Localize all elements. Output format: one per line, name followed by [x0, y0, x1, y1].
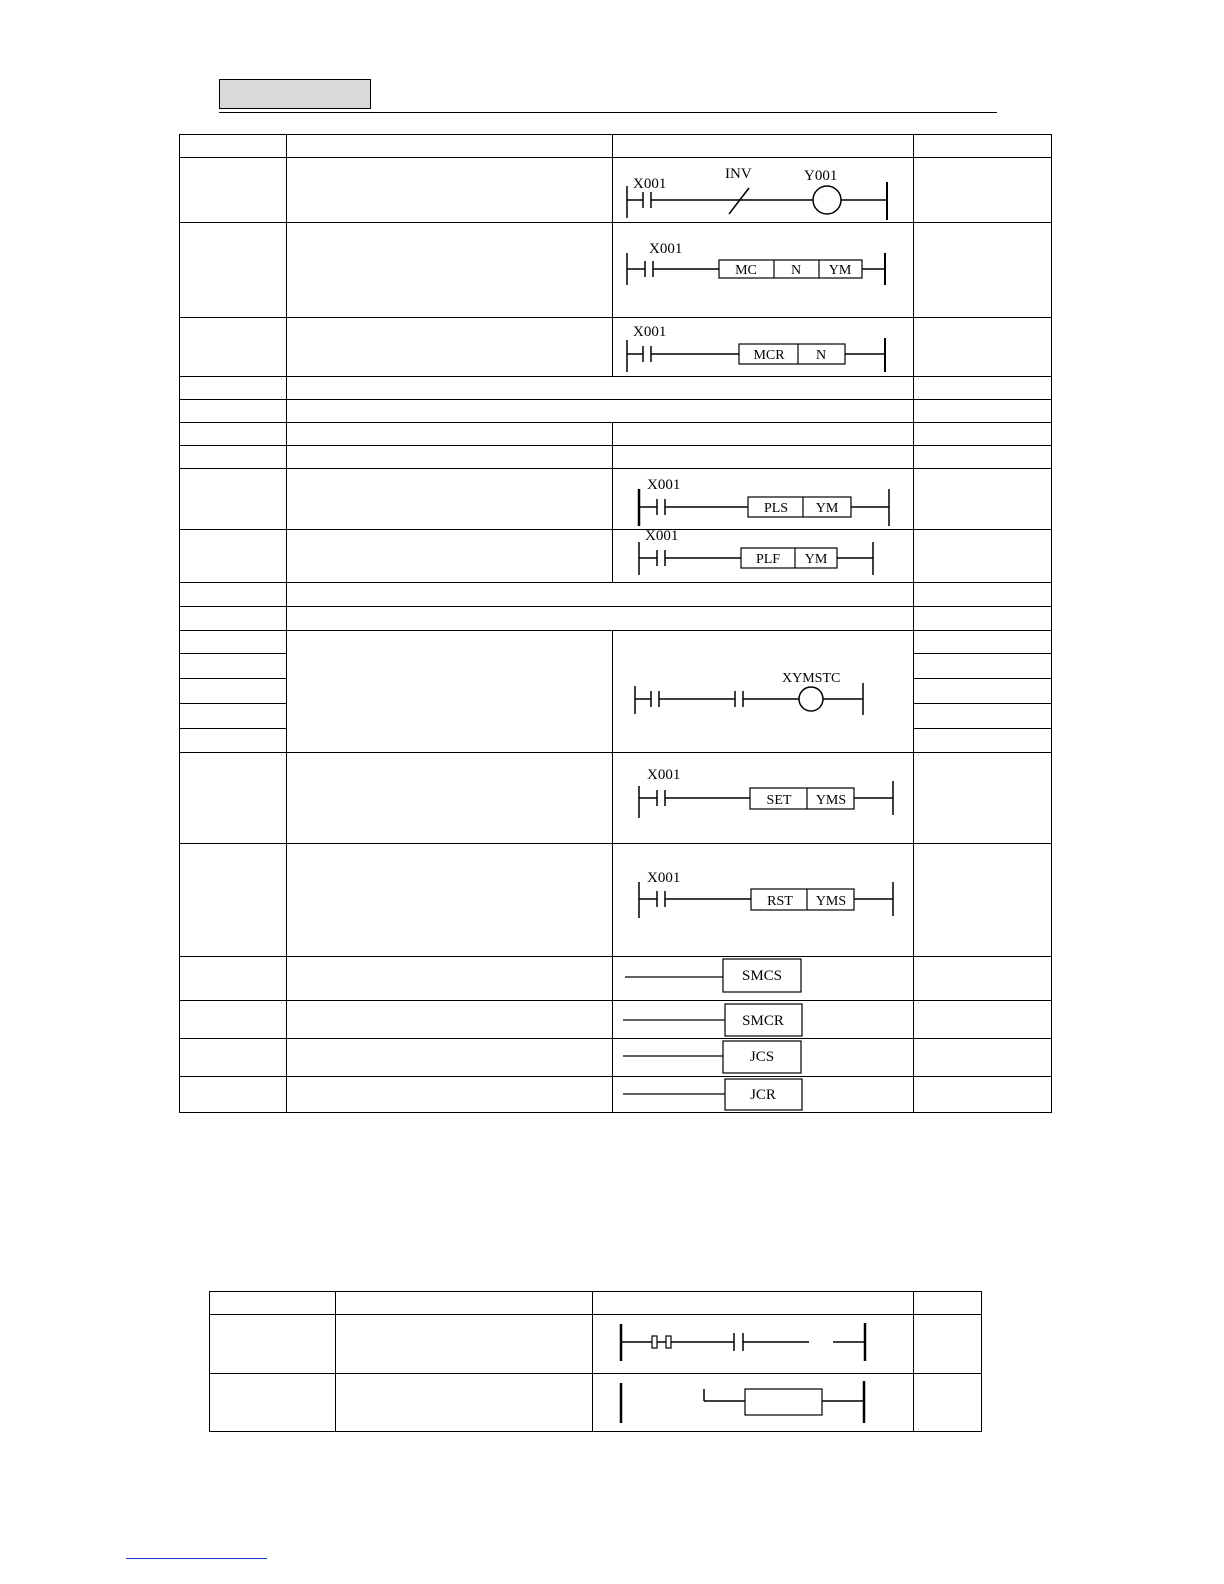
table-row	[180, 607, 1052, 631]
table-row	[180, 530, 1052, 583]
table-header-row	[180, 135, 1052, 158]
op-label: MCR	[753, 348, 785, 363]
contact-label: X001	[647, 870, 681, 886]
table-row	[180, 631, 1052, 654]
table-row	[180, 377, 1052, 400]
table-row	[180, 318, 1052, 377]
op-label: RST	[767, 894, 793, 909]
arg-label: YM	[815, 501, 839, 516]
ladder-plf	[613, 530, 914, 583]
contact-label: X001	[647, 477, 681, 493]
ladder-smcs	[613, 957, 914, 1001]
ladder-mcr	[613, 318, 914, 377]
op-label: SET	[766, 793, 792, 808]
arg-label: YMS	[815, 894, 847, 909]
op-label: JCR	[750, 1087, 776, 1103]
ladder-mc	[613, 223, 914, 318]
coil-label: XYMSTC	[782, 671, 841, 686]
coil-label: Y001	[804, 168, 838, 184]
contact-label: X001	[647, 767, 681, 783]
contact-label: X001	[649, 241, 683, 257]
op-label: MC	[735, 263, 757, 278]
ladder-contact-diagram	[593, 1315, 914, 1374]
table-row	[180, 844, 1052, 957]
ladder-jcs	[613, 1039, 914, 1077]
table-row	[180, 469, 1052, 530]
table-row	[210, 1315, 982, 1374]
ladder-box-diagram	[593, 1374, 914, 1432]
table-row	[180, 158, 1052, 223]
table-row	[180, 1039, 1052, 1077]
table-row	[180, 583, 1052, 607]
contact-label: X001	[645, 530, 679, 544]
table-row	[180, 223, 1052, 318]
table-row	[180, 957, 1052, 1001]
op-label: JCS	[749, 1049, 775, 1065]
table-row	[180, 1001, 1052, 1039]
table-row	[180, 446, 1052, 469]
ladder-jcr	[613, 1077, 914, 1113]
inv-label: INV	[725, 166, 752, 182]
ladder-rst	[613, 844, 914, 957]
instruction-table	[179, 134, 1052, 1113]
ladder-pls	[613, 469, 914, 530]
arg-label: N	[815, 348, 827, 363]
footer-link-rule	[126, 1558, 267, 1559]
arg-label: YM	[804, 552, 828, 567]
contact-label: X001	[633, 176, 667, 192]
secondary-table	[209, 1291, 982, 1432]
section-tab	[219, 79, 371, 109]
arg-label: YMS	[815, 793, 847, 808]
table-row	[180, 753, 1052, 844]
table-row	[180, 1077, 1052, 1113]
table-row	[180, 400, 1052, 423]
op-label: SMCR	[742, 1013, 784, 1029]
ladder-set	[613, 753, 914, 844]
arg-label: YM	[828, 263, 852, 278]
op-label: PLS	[763, 501, 789, 516]
op-label: SMCS	[741, 968, 783, 984]
table-row	[180, 423, 1052, 446]
arg-label: N	[790, 263, 802, 278]
ladder-inv	[613, 158, 914, 223]
table-header-row	[210, 1292, 982, 1315]
ladder-out	[613, 631, 914, 753]
ladder-smcr	[613, 1001, 914, 1039]
header-rule	[219, 112, 997, 113]
table-row	[210, 1374, 982, 1432]
op-label: PLF	[755, 552, 781, 567]
contact-label: X001	[633, 324, 667, 340]
